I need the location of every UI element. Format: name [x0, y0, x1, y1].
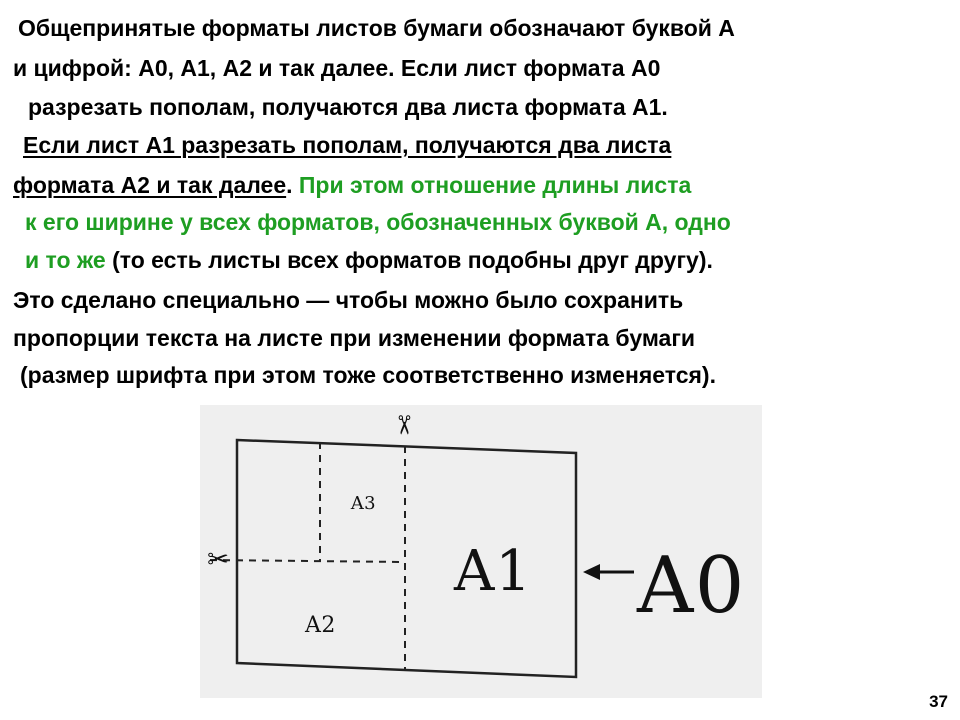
- label-a3: А3: [350, 493, 376, 514]
- text-line-5-underlined: формата А2 и так далее: [13, 172, 287, 198]
- text-line-9: пропорции текста на листе при изменении формата бумаги: [13, 325, 696, 351]
- paper-format-diagram: [200, 405, 762, 698]
- cut-line-horizontal: [210, 560, 405, 562]
- text-line-5-green: При этом отношение длины листа: [292, 172, 692, 198]
- scissors-icon-top: ✂: [388, 414, 418, 436]
- text-line-1: Общепринятые форматы листов бумаги обозначают буквой А: [18, 15, 735, 41]
- page-number: 37: [929, 692, 948, 711]
- text-line-2: и цифрой: А0, А1, А2 и так далее. Если лист формата А0: [13, 55, 661, 81]
- label-a2: А2: [304, 613, 336, 638]
- scissors-icon-left: ✂: [207, 545, 229, 575]
- text-line-5: [13, 170, 691, 200]
- text-line-7: [25, 245, 713, 275]
- text-line-10: (размер шрифта при этом тоже соответственно изменяется).: [20, 362, 716, 388]
- text-line-8: Это сделано специально — чтобы можно было сохранить: [13, 287, 684, 313]
- label-a1: А1: [452, 539, 532, 604]
- text-line-3: разрезать пополам, получаются два листа формата А1.: [28, 94, 668, 120]
- text-line-6: к его ширине у всех форматов, обозначенных буквой А, одно: [25, 209, 731, 235]
- text-line-5-period: .: [286, 172, 293, 198]
- text-line-7-black: (то есть листы всех форматов подобны друг другу).: [105, 247, 713, 273]
- text-line-7-green: и то же: [25, 247, 106, 273]
- text-line-4: Если лист А1 разрезать пополам, получаются два листа: [23, 132, 672, 158]
- left-arrow-icon: [583, 564, 634, 580]
- label-a0: А0: [635, 541, 745, 631]
